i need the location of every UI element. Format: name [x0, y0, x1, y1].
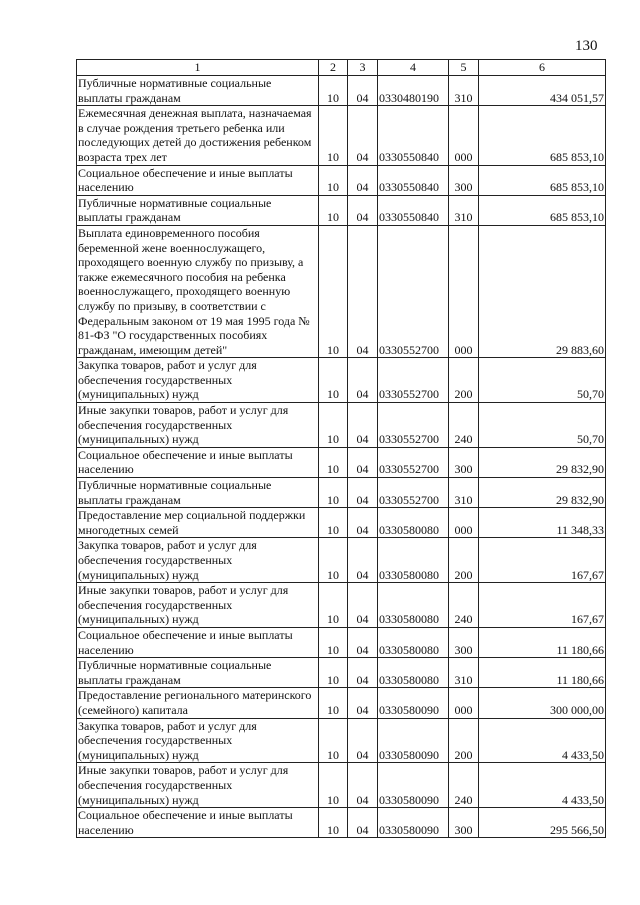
subsection-code-cell: 04: [348, 447, 378, 477]
item-name-cell: Иные закупки товаров, работ и услуг для обеспечения государственных (муниципальных) нужд: [77, 403, 319, 448]
section-code-cell: 10: [319, 763, 348, 808]
column-header: 4: [378, 60, 449, 76]
expense-type-cell: 200: [449, 718, 479, 763]
item-name-cell: Социальное обеспечение и иные выплаты населению: [77, 808, 319, 838]
expense-type-cell: 200: [449, 538, 479, 583]
section-code-cell: 10: [319, 165, 348, 195]
target-article-cell: 0330552700: [378, 478, 449, 508]
expense-type-cell: 300: [449, 808, 479, 838]
amount-cell: 295 566,50: [479, 808, 606, 838]
item-name-cell: Публичные нормативные социальные выплаты гражданам: [77, 478, 319, 508]
table-row: [77, 808, 606, 838]
expense-type-cell: 200: [449, 358, 479, 403]
item-name-cell: Закупка товаров, работ и услуг для обеспечения государственных (муниципальных) нужд: [77, 718, 319, 763]
subsection-code-cell: 04: [348, 763, 378, 808]
expense-type-cell: 000: [449, 688, 479, 718]
section-code-cell: 10: [319, 225, 348, 357]
table-row: [77, 195, 606, 225]
target-article-cell: 0330550840: [378, 106, 449, 165]
target-article-cell: 0330580090: [378, 808, 449, 838]
section-code-cell: 10: [319, 538, 348, 583]
section-code-cell: 10: [319, 808, 348, 838]
target-article-cell: 0330552700: [378, 358, 449, 403]
target-article-cell: 0330580080: [378, 538, 449, 583]
section-code-cell: 10: [319, 447, 348, 477]
amount-cell: 434 051,57: [479, 76, 606, 106]
expense-type-cell: 300: [449, 447, 479, 477]
target-article-cell: 0330552700: [378, 447, 449, 477]
amount-cell: 29 832,90: [479, 447, 606, 477]
table-row: [77, 627, 606, 657]
subsection-code-cell: 04: [348, 538, 378, 583]
amount-cell: 29 832,90: [479, 478, 606, 508]
subsection-code-cell: 04: [348, 688, 378, 718]
column-header: 5: [449, 60, 479, 76]
expense-type-cell: 310: [449, 658, 479, 688]
item-name-cell: Предоставление регионального материнского (семейного) капитала: [77, 688, 319, 718]
section-code-cell: 10: [319, 688, 348, 718]
amount-cell: 167,67: [479, 583, 606, 628]
table-row: [77, 583, 606, 628]
item-name-cell: Социальное обеспечение и иные выплаты населению: [77, 165, 319, 195]
table-row: [77, 688, 606, 718]
subsection-code-cell: 04: [348, 718, 378, 763]
target-article-cell: 0330552700: [378, 225, 449, 357]
section-code-cell: 10: [319, 106, 348, 165]
table-row: [77, 763, 606, 808]
expense-type-cell: 310: [449, 478, 479, 508]
item-name-cell: Закупка товаров, работ и услуг для обеспечения государственных (муниципальных) нужд: [77, 358, 319, 403]
page-number: 130: [575, 38, 598, 54]
table-row: [77, 358, 606, 403]
target-article-cell: 0330552700: [378, 403, 449, 448]
column-header: 2: [319, 60, 348, 76]
subsection-code-cell: 04: [348, 808, 378, 838]
table-row: [77, 447, 606, 477]
expense-type-cell: 240: [449, 763, 479, 808]
amount-cell: 300 000,00: [479, 688, 606, 718]
amount-cell: 50,70: [479, 358, 606, 403]
item-name-cell: Социальное обеспечение и иные выплаты населению: [77, 627, 319, 657]
subsection-code-cell: 04: [348, 106, 378, 165]
subsection-code-cell: 04: [348, 76, 378, 106]
section-code-cell: 10: [319, 718, 348, 763]
amount-cell: 685 853,10: [479, 165, 606, 195]
header-row: [77, 60, 606, 76]
item-name-cell: Иные закупки товаров, работ и услуг для обеспечения государственных (муниципальных) нужд: [77, 763, 319, 808]
item-name-cell: Закупка товаров, работ и услуг для обеспечения государственных (муниципальных) нужд: [77, 538, 319, 583]
expense-type-cell: 300: [449, 165, 479, 195]
target-article-cell: 0330480190: [378, 76, 449, 106]
item-name-cell: Выплата единовременного пособия беременной жене военнослужащего, проходящего военную службу по призыву, а также ежемесячного пособия на ребенка военнослужащего, проходящего военную службу по призыву, в соответствии с Федеральным законом от 19 мая 1995 года № 81-ФЗ "О государственных пособиях гражданам, имеющим детей": [77, 225, 319, 357]
item-name-cell: Предоставление мер социальной поддержки многодетных семей: [77, 508, 319, 538]
amount-cell: 685 853,10: [479, 195, 606, 225]
subsection-code-cell: 04: [348, 627, 378, 657]
column-header: 6: [479, 60, 606, 76]
expense-type-cell: 300: [449, 627, 479, 657]
target-article-cell: 0330580090: [378, 718, 449, 763]
expense-type-cell: 000: [449, 225, 479, 357]
amount-cell: 11 180,66: [479, 627, 606, 657]
subsection-code-cell: 04: [348, 403, 378, 448]
section-code-cell: 10: [319, 508, 348, 538]
column-header: 3: [348, 60, 378, 76]
target-article-cell: 0330580090: [378, 688, 449, 718]
item-name-cell: Социальное обеспечение и иные выплаты населению: [77, 447, 319, 477]
expense-type-cell: 000: [449, 106, 479, 165]
table-row: [77, 718, 606, 763]
expense-type-cell: 240: [449, 403, 479, 448]
target-article-cell: 0330580080: [378, 627, 449, 657]
column-header: 1: [77, 60, 319, 76]
item-name-cell: Публичные нормативные социальные выплаты гражданам: [77, 76, 319, 106]
subsection-code-cell: 04: [348, 478, 378, 508]
subsection-code-cell: 04: [348, 658, 378, 688]
subsection-code-cell: 04: [348, 508, 378, 538]
amount-cell: 11 348,33: [479, 508, 606, 538]
amount-cell: 4 433,50: [479, 763, 606, 808]
item-name-cell: Иные закупки товаров, работ и услуг для обеспечения государственных (муниципальных) нужд: [77, 583, 319, 628]
table-row: [77, 225, 606, 357]
target-article-cell: 0330580090: [378, 763, 449, 808]
budget-table: [76, 59, 606, 838]
amount-cell: 50,70: [479, 403, 606, 448]
table-row: [77, 508, 606, 538]
target-article-cell: 0330550840: [378, 195, 449, 225]
table-row: [77, 165, 606, 195]
table-row: [77, 403, 606, 448]
section-code-cell: 10: [319, 358, 348, 403]
expense-type-cell: 310: [449, 76, 479, 106]
section-code-cell: 10: [319, 195, 348, 225]
amount-cell: 685 853,10: [479, 106, 606, 165]
table-body: [77, 76, 606, 838]
table-row: [77, 106, 606, 165]
section-code-cell: 10: [319, 76, 348, 106]
target-article-cell: 0330580080: [378, 508, 449, 538]
section-code-cell: 10: [319, 403, 348, 448]
amount-cell: 4 433,50: [479, 718, 606, 763]
table-row: [77, 76, 606, 106]
subsection-code-cell: 04: [348, 583, 378, 628]
subsection-code-cell: 04: [348, 165, 378, 195]
section-code-cell: 10: [319, 658, 348, 688]
amount-cell: 11 180,66: [479, 658, 606, 688]
subsection-code-cell: 04: [348, 358, 378, 403]
amount-cell: 29 883,60: [479, 225, 606, 357]
target-article-cell: 0330580080: [378, 583, 449, 628]
expense-type-cell: 310: [449, 195, 479, 225]
table-row: [77, 538, 606, 583]
section-code-cell: 10: [319, 627, 348, 657]
target-article-cell: 0330580080: [378, 658, 449, 688]
section-code-cell: 10: [319, 583, 348, 628]
table-row: [77, 478, 606, 508]
subsection-code-cell: 04: [348, 195, 378, 225]
item-name-cell: Публичные нормативные социальные выплаты гражданам: [77, 658, 319, 688]
subsection-code-cell: 04: [348, 225, 378, 357]
expense-type-cell: 240: [449, 583, 479, 628]
amount-cell: 167,67: [479, 538, 606, 583]
expense-type-cell: 000: [449, 508, 479, 538]
target-article-cell: 0330550840: [378, 165, 449, 195]
item-name-cell: Публичные нормативные социальные выплаты гражданам: [77, 195, 319, 225]
item-name-cell: Ежемесячная денежная выплата, назначаемая в случае рождения третьего ребенка или последующих детей до достижения ребенком возраста трех лет: [77, 106, 319, 165]
section-code-cell: 10: [319, 478, 348, 508]
table-row: [77, 658, 606, 688]
